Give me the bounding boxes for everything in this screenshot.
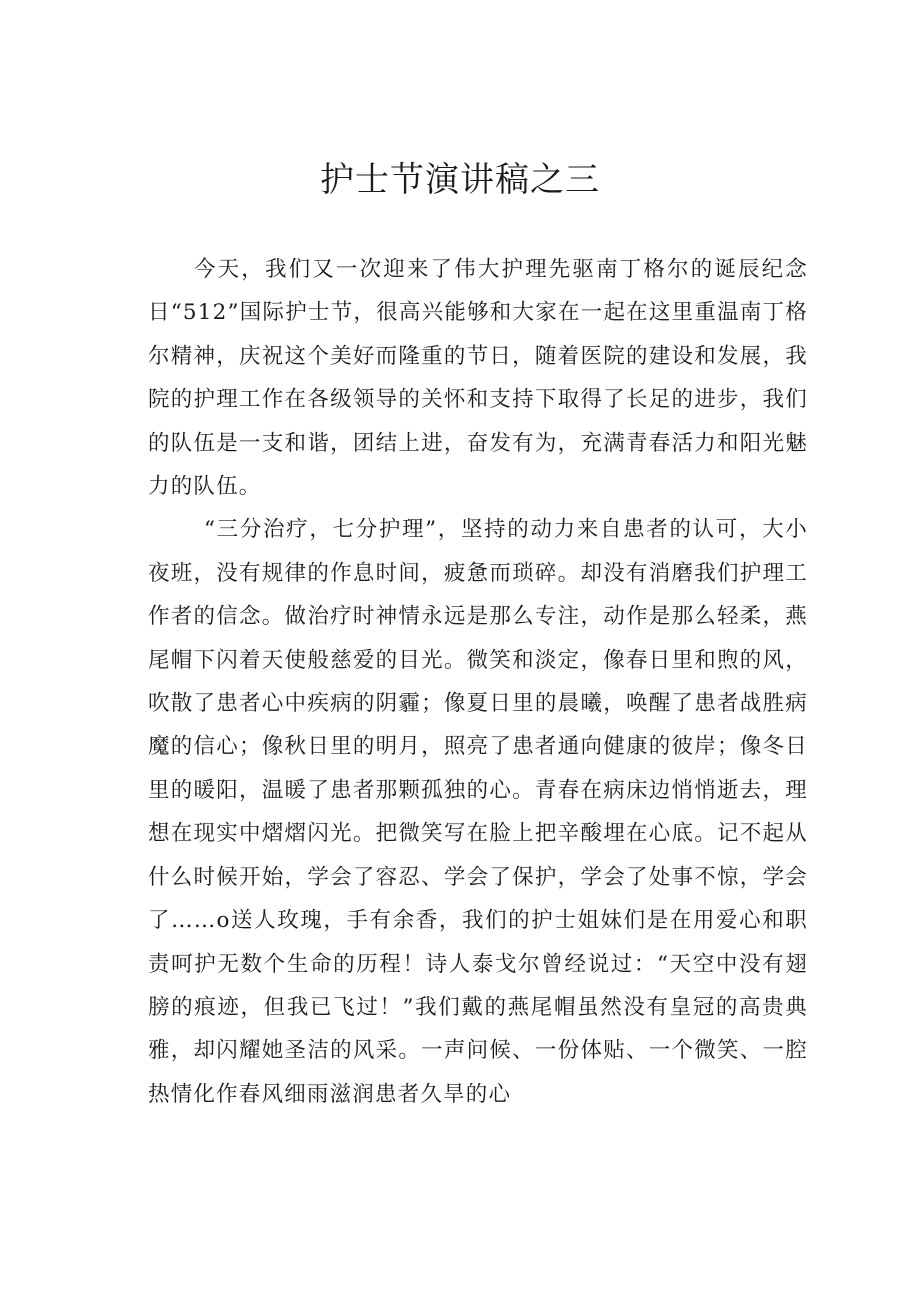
document-title: 护士节演讲稿之三: [320, 160, 600, 200]
paragraph-2: “三分治疗，七分护理”，坚持的动力来自患者的认可，大小夜班，没有规律的作息时间，疲惫而琐碎。却没有消磨我们护理工作者的信念。做治疗时神情永远是那么专注，动作是那么轻柔，燕尾帽下闪着天使般慈爱的目光。微笑和淡定，像春日里和煦的风，吹散了患者心中疾病的阴霾；像夏日里的晨曦，唤醒了患者战胜病魔的信心；像秋日里的明月，照亮了患者通向健康的彼岸；像冬日里的暖阳，温暖了患者那颗孤独的心。青春在病床边悄悄逝去，理想在现实中熠熠闪光。把微笑写在脸上把辛酸埋在心底。记不起从什么时候开始，学会了容忍、学会了保护，学会了处事不惊，学会了……o送人玫瑰，手有余香，我们的护士姐妹们是在用爱心和职责呵护无数个生命的历程！诗人泰戈尔曾经说过：“天空中没有翅膀的痕迹，但我已飞过！”我们戴的燕尾帽虽然没有皇冠的高贵典雅，却闪耀她圣洁的风采。一声问候、一份体贴、一个微笑、一腔热情化作春风细雨滋润患者久旱的心: [148, 517, 808, 1107]
paragraph-1: 今天，我们又一次迎来了伟大护理先驱南丁格尔的诞辰纪念日“512”国际护士节，很高兴能够和大家在一起在这里重温南丁格尔精神，庆祝这个美好而隆重的节日，随着医院的建设和发展，我院的护理工作在各级领导的关怀和支持下取得了长足的进步，我们的队伍是一支和谐，团结上进，奋发有为，充满青春活力和阳光魅力的队伍。: [148, 257, 808, 500]
document-body: [148, 248, 808, 1116]
